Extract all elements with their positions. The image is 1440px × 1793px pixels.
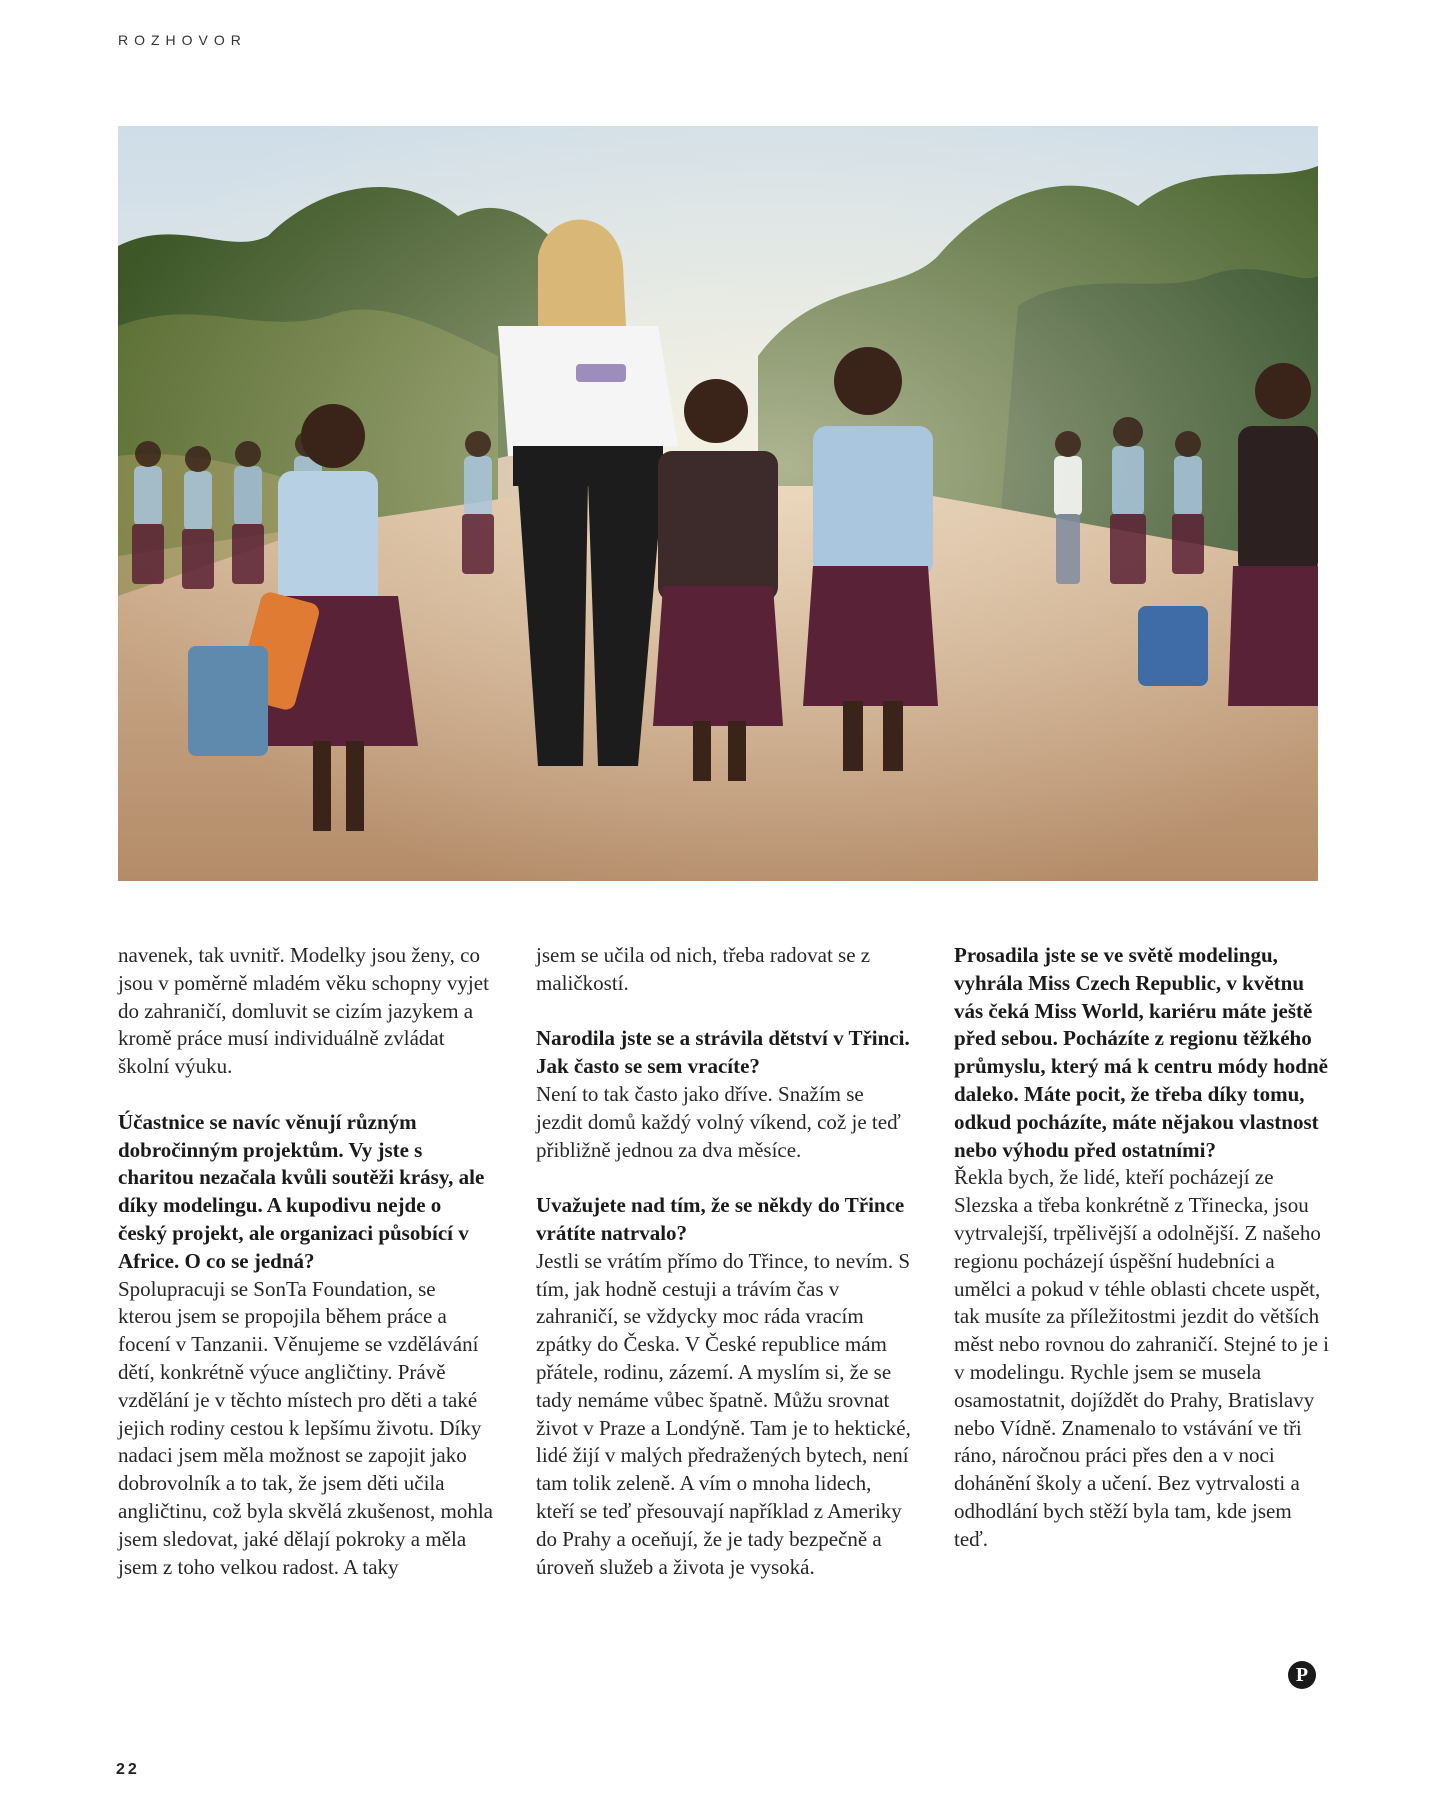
column-1	[118, 942, 493, 1581]
article-photo	[118, 126, 1318, 881]
answer: Spolupracuji se SonTa Foundation, se kterou jsem se propojila během práce a focení v Tanzanii. Věnujeme se vzdělávání dětí, konkrétně výuce angličtiny. Právě vzdělání je v těchto místech pro děti a také jejich rodiny cestou k lepšímu životu. Díky nadaci jsem měla možnost se zapojit jako dobrovolník a to tak, že jsem děti učila angličtinu, což byla skvělá zkušenost, mohla jsem sledovat, jaké dělají pokroky a měla jsem z toho velkou radost. A taky	[118, 1276, 493, 1579]
question: Uvažujete nad tím, že se někdy do Třince vrátíte natrvalo?	[536, 1193, 905, 1245]
photo-illustration	[118, 126, 1318, 881]
answer: Řekla bych, že lidé, kteří pocházejí ze Slezska a třeba konkrétně z Třinecka, jsou vytrvalejší, trpělivější a odolnější. Z našeho regionu pocházejí úspěšní hudebníci a umělci a pokud v téhle oblasti chcete uspět, tak musíte za příležitostmi jezdit do větších měst nebo rovnou do zahraničí. Stejné to je i v modelingu. Rychle jsem se musela osamostatnit, dojíždět do Prahy, Bratislavy nebo Vídně. Znamenalo to vstávání ve tři ráno, náročnou práci přes den a v noci dohánění školy a učení. Bez vytrvalosti a odhodlání bych stěží byla tam, kde jsem teď.	[954, 1165, 1329, 1551]
page-number: 22	[116, 1761, 140, 1778]
question: Účastnice se navíc věnují různým dobročinným projektům. Vy jste s charitou nezačala kvůli soutěži krásy, ale díky modelingu. A kupodivu nejde o český projekt, ale organizaci působící v Africe. O co se jedná?	[118, 1109, 485, 1273]
article-body	[118, 942, 1329, 1702]
paragraph: navenek, tak uvnitř. Modelky jsou ženy, co jsou v poměrně mladém věku schopny vyjet do zahraničí, domluvit se cizím jazykem a kromě práce musí individuálně zvládat školní výuku.	[118, 943, 489, 1079]
question: Narodila jste se a strávila dětství v Třinci. Jak často se sem vracíte?	[536, 1026, 910, 1079]
column-3	[954, 942, 1329, 1554]
section-label: ROZHOVOR	[118, 32, 247, 48]
question: Prosadila jste se ve světě modelingu, vyhrála Miss Czech Republic, v květnu vás čeká Miss World, kariéru máte ještě před sebou. Pocházíte z regionu těžkého průmyslu, který má k centru módy hodně daleko. Máte pocit, že třeba díky tomu, odkud pocházíte, máte nějakou vlastnost nebo výhodu před ostatními?	[954, 943, 1328, 1162]
column-2	[536, 942, 911, 1581]
paragraph: jsem se učila od nich, třeba radovat se z maličkostí.	[536, 943, 871, 995]
answer: Není to tak často jako dříve. Snažím se jezdit domů každý volný víkend, což je teď přibližně jednou za dva měsíce.	[536, 1081, 901, 1162]
end-mark-icon: P	[1288, 1661, 1316, 1689]
answer: Jestli se vrátím přímo do Třince, to nevím. S tím, jak hodně cestuji a trávím čas v zahraničí, se vždycky moc ráda vracím zpátky do Česka. V České republice mám přátele, rodinu, zázemí. A myslím si, že se tady nemáme vůbec špatně. Můžu srovnat život v Praze a Londýně. Tam je to hektické, lidé žijí v malých předražených bytech, není tam tolik zeleně. A vím o mnoha lidech, kteří se teď přesouvají například z Ameriky do Prahy a oceňují, že je tady bezpečně a úroveň služeb a života je vysoká.	[536, 1248, 911, 1579]
